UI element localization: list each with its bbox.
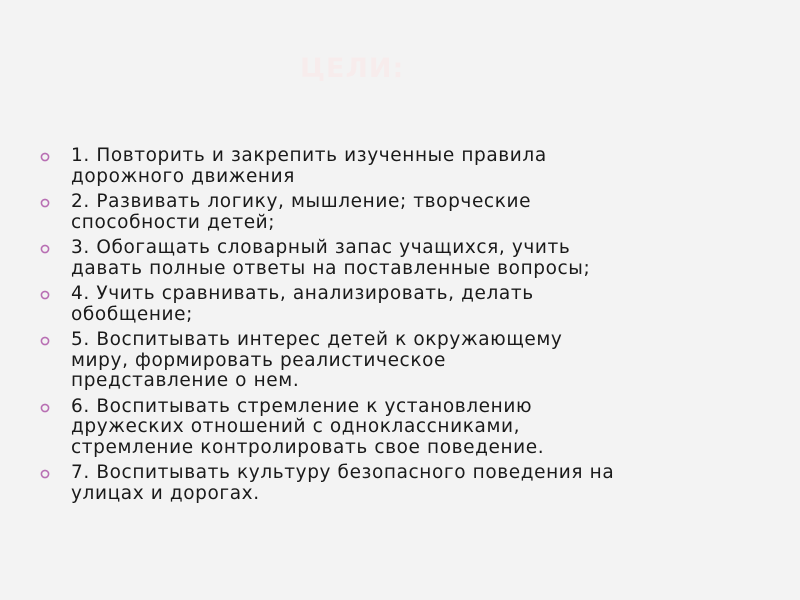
ring-bullet-icon <box>40 244 50 254</box>
list-item <box>40 192 760 233</box>
list-item-text: 4. Учить сравнивать, анализировать, делать обобщение; <box>71 283 534 325</box>
list-item <box>40 284 760 325</box>
list-item-text: 7. Воспитывать культуру безопасного поведения на улицах и дорогах. <box>71 462 615 504</box>
list-item-text: 6. Воспитывать стремление к установлению дружеских отношений с одноклассниками, стремление контролировать свое поведение. <box>71 395 545 458</box>
list-item <box>40 397 760 459</box>
list-item-text: 2. Развивать логику, мышление; творческие способности детей; <box>71 191 532 233</box>
list-item-text: 1. Повторить и закрепить изученные правила дорожного движения <box>71 145 547 187</box>
ring-bullet-icon <box>40 403 50 413</box>
ring-bullet-icon <box>40 198 50 208</box>
ring-bullet-icon <box>40 290 50 300</box>
goals-list <box>40 146 760 509</box>
list-item <box>40 330 760 392</box>
list-item-text: 3. Обогащать словарный запас учащихся, учить давать полные ответы на поставленные вопросы; <box>71 237 591 279</box>
ring-bullet-icon <box>40 469 50 479</box>
ring-bullet-icon <box>40 152 50 162</box>
list-item <box>40 146 760 187</box>
list-item-text: 5. Воспитывать интерес детей к окружающему миру, формировать реалистическое представление о нем. <box>71 329 563 391</box>
slide-title: ЦЕЛИ: <box>300 53 405 84</box>
ring-bullet-icon <box>40 336 50 346</box>
list-item <box>40 463 760 504</box>
list-item <box>40 238 760 279</box>
